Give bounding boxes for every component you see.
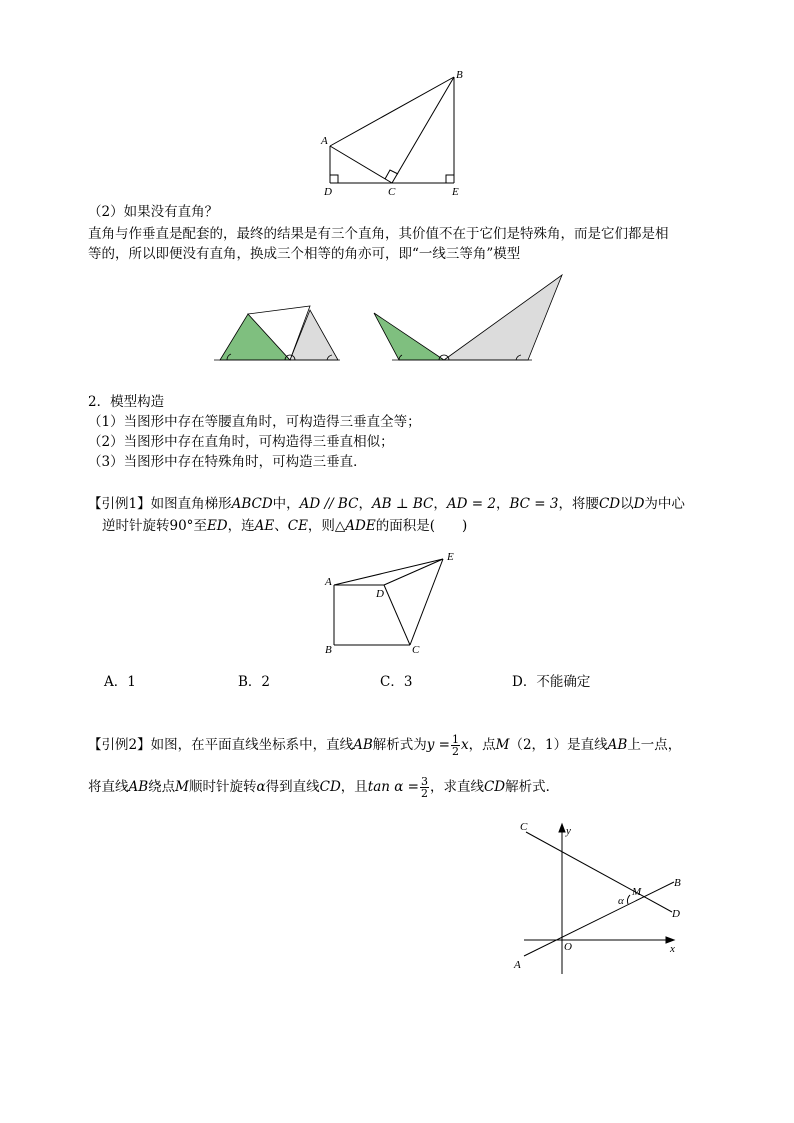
right-gray-triangle — [444, 275, 562, 360]
option-c[interactable]: C．3 — [380, 674, 413, 690]
label-x: x — [670, 943, 675, 955]
right-green-triangle — [374, 313, 444, 360]
option-a[interactable]: A．1 — [104, 674, 136, 690]
figure-three-perpendiculars — [312, 66, 482, 200]
fraction-three-halves: $\frac{3}{2}$ — [420, 775, 428, 800]
example-2-line-2: 将直线AB绕点M顺时针旋转α得到直线CD，且tan α = $\frac{3}{2}$ ，求直线CD解析式． — [88, 775, 560, 800]
label-y: y — [566, 825, 571, 837]
label-e: E — [452, 186, 459, 198]
figure-three-equal-angles — [214, 270, 570, 364]
example-1-line-1: 【引例1】如图直角梯形ABCD中，AD // BC，AB ⊥ BC，AD = 2，BC = 3，将腰CD以D为中心 — [88, 496, 685, 512]
label-c: C — [520, 821, 528, 833]
right-angle-mark-c — [385, 170, 398, 179]
segment-dc — [384, 585, 410, 645]
right-angle-mark-e — [446, 175, 454, 183]
label-c: C — [412, 644, 420, 656]
label-a: A — [325, 576, 332, 588]
figure-trapezoid — [318, 548, 468, 660]
example-2-line-1: 【引例2】如图，在平面直线坐标系中，直线AB解析式为y = $\frac{1}{2}$ x，点M（2，1）是直线AB上一点， — [88, 733, 682, 758]
label-e: E — [447, 551, 454, 563]
segment-cb — [392, 77, 454, 183]
segment-ae — [334, 559, 443, 585]
label-b: B — [456, 69, 463, 81]
label-a: A — [514, 959, 521, 971]
segment-ac — [330, 146, 392, 183]
line-cd — [526, 832, 672, 912]
paragraph-line-2: 等的，所以即便没有直角，换成三个相等的角亦可，即“一线三等角”模型 — [88, 246, 521, 262]
figure-coordinate-plane — [506, 816, 690, 980]
label-c: C — [388, 186, 396, 198]
angle-alpha-arc — [627, 895, 630, 904]
label-alpha: α — [618, 895, 624, 907]
example-1-line-2: 逆时针旋转90°至ED，连AE、CE，则△ADE的面积是( ) — [102, 518, 468, 534]
line-ab — [524, 882, 674, 956]
label-b: B — [325, 644, 332, 656]
section-2-item-2: （2）当图形中存在直角时，可构造得三垂直相似； — [88, 434, 394, 450]
label-a: A — [321, 135, 328, 147]
fraction-one-half: $\frac{1}{2}$ — [452, 733, 459, 758]
section-2-heading: 2．模型构造 — [88, 394, 165, 410]
right-angle-mark-d — [330, 175, 338, 183]
example-1-tag: 【引例1】 — [88, 496, 151, 512]
section-2-item-3: （3）当图形中存在特殊角时，可构造三垂直． — [88, 454, 367, 470]
segment-ab — [330, 77, 454, 146]
example-2-tag: 【引例2】 — [88, 737, 151, 753]
y-axis-arrow — [559, 824, 565, 832]
label-o: O — [564, 941, 572, 953]
label-d: D — [376, 588, 384, 600]
option-d[interactable]: D．不能确定 — [512, 674, 591, 690]
section-2-item-1: （1）当图形中存在等腰直角时，可构造得三垂直全等； — [88, 414, 421, 430]
paragraph-line-1: 直角与作垂直是配套的，最终的结果是有三个直角，其价值不在于它们是特殊角，而是它们都是相 — [88, 226, 669, 242]
option-b[interactable]: B．2 — [238, 674, 271, 690]
label-m: M — [632, 886, 642, 898]
label-d: D — [324, 186, 332, 198]
label-d: D — [672, 908, 680, 920]
question-heading-no-right-angle: （2）如果没有直角？ — [88, 204, 219, 220]
label-b: B — [674, 877, 681, 889]
